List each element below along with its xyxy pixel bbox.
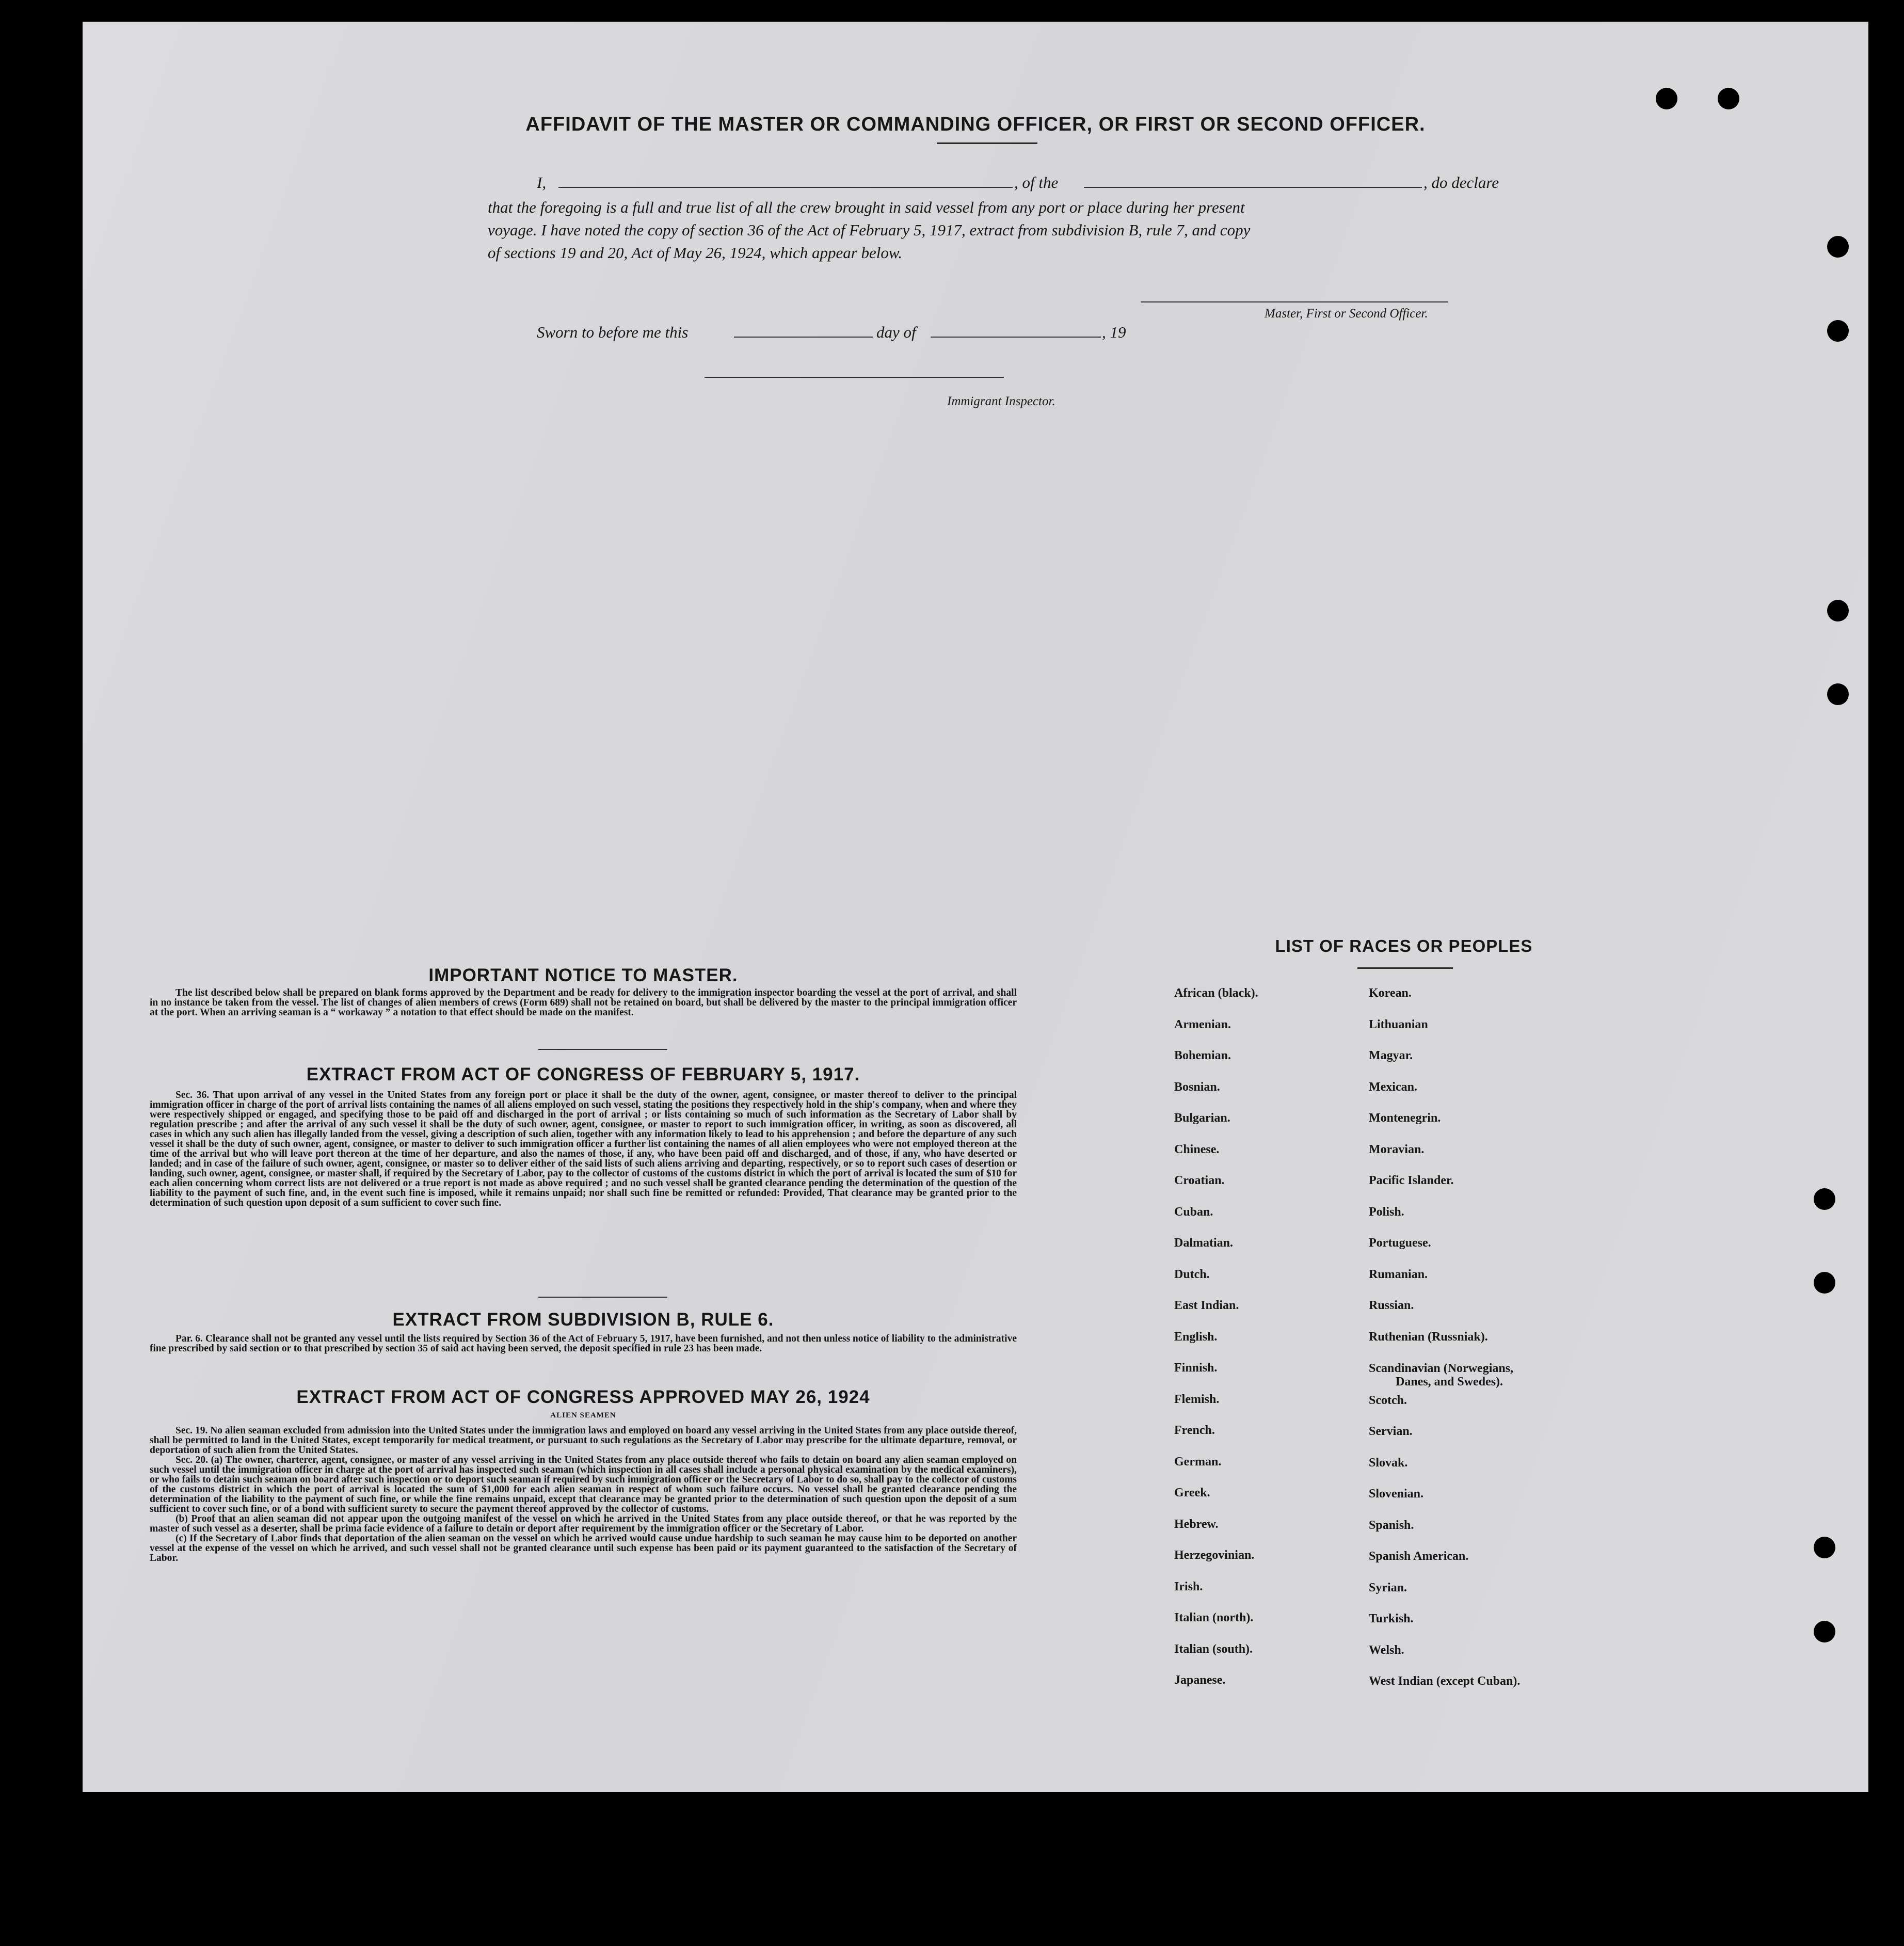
- race-item: Korean.: [1369, 986, 1412, 1000]
- punch-hole: [1656, 88, 1677, 109]
- extract-1924-body: [150, 1426, 1017, 1563]
- punch-hole: [1814, 1272, 1835, 1294]
- race-item: Cuban.: [1174, 1205, 1213, 1219]
- race-item: Spanish American.: [1369, 1550, 1469, 1563]
- notice-text: The list described below shall be prepared on blank forms approved by the Department and be ready for delivery to the immigration inspector boarding the vessel at the port of arrival, and shall in no instance be taken from the vessel. The list of changes of alien members of crews (Form 689) shall not be retained on board, but shall be delivered by the master to the principal immigration officer at the port. When an arriving seaman is a “ workaway ” a notation to that effect should be made on the manifest.: [150, 987, 1017, 1018]
- race-item: Slovak.: [1369, 1456, 1408, 1470]
- race-item: Herzegovinian.: [1174, 1549, 1255, 1562]
- race-item: Bohemian.: [1174, 1049, 1231, 1062]
- name-blank: [558, 187, 1013, 188]
- race-item: Rumanian.: [1369, 1267, 1428, 1281]
- race-item: Croatian.: [1174, 1174, 1225, 1187]
- sec20a-text: Sec. 20. (a) The owner, charterer, agent, consignee, or master of any vessel arriving in the United States from any place outside thereof who fails to detain on board any alien seaman employed on such vessel until the immigration officer in charge at the port of arrival has inspected such seaman (which inspection in all cases shall include a personal physical examination by the medical examiners), or who fails to detain such seaman on board after such inspection or to deport such seaman if required by such immigration officer or the Secretary of Labor to do so, shall pay to the collector of customs of the customs district in which the port of arrival is located the sum of $1,000 for each alien seaman in respect of whom such failure occurs. No vessel shall be granted clearance pending the determination of the liability to the payment of such fine, or while the fine remains unpaid, except that clearance may be granted prior to the determination of such question upon the deposit of a sum sufficient to cover such fine, or of a bond with sufficient surety to secure the payment thereof approved by the collector of customs.: [150, 1455, 1017, 1514]
- race-item: Irish.: [1174, 1580, 1203, 1593]
- sec20b-text: (b) Proof that an alien seaman did not appear upon the outgoing manifest of the vessel on which he arrived in the United States from any place outside thereof, or that he was reported by the master of such vessel as a deserter, shall be prima facie evidence of a failure to detain or deport after requirement by the immigration officer or the Secretary of Labor.: [150, 1513, 1017, 1534]
- affidavit-paragraph: [488, 196, 1582, 264]
- race-item: Chinese.: [1174, 1142, 1220, 1156]
- race-item: French.: [1174, 1424, 1215, 1437]
- inspector-signature-label: Immigrant Inspector.: [947, 394, 1055, 408]
- race-item: West Indian (except Cuban).: [1369, 1674, 1521, 1688]
- race-item: Slovenian.: [1369, 1487, 1424, 1501]
- race-item: Servian.: [1369, 1425, 1413, 1438]
- sec20c-text: (c) If the Secretary of Labor finds that deportation of the alien seaman on the vessel on which he arrived would cause undue hardship to such seaman he may cause him to be deported on another vessel at the expense of the vessel on which he arrived, and such vessel shall not be granted clearance until such expense has been paid or its payment guaranteed to the satisfaction of the Secretary of Labor.: [150, 1533, 1017, 1564]
- section-rule: [538, 1297, 667, 1298]
- title-rule: [937, 142, 1037, 144]
- punch-hole: [1814, 1188, 1835, 1210]
- punch-hole: [1827, 600, 1849, 621]
- extract-rule6-text: Par. 6. Clearance shall not be granted any vessel until the lists required by Section 36 of the Act of February 5, 1917, have been furnished, and not then unless notice of liability to the administrative fine prescribed by said section or to that prescribed by section 35 of said act having been served, the deposit specified in rule 23 has been made.: [150, 1333, 1017, 1354]
- race-item: Magyar.: [1369, 1049, 1413, 1062]
- extract-1917-text: Sec. 36. That upon arrival of any vessel in the United States from any foreign port or place it shall be the duty of the owner, agent, consignee, or master thereof to deliver to the principal immigration officer in charge of the port of arrival lists containing the names of all aliens employed on such vessel, stating the positions they respectively hold in the ship's company, when and where they were respectively shipped or engaged, and specifying those to be paid off and discharged in the port of arrival ; or lists containing so much of such information as the Secretary of Labor shall by regulation prescribe ; and after the arrival of any such vessel it shall be the duty of such owner, agent, consignee, or master to report to such immigration officer, in writing, as soon as discovered, all cases in which any such alien has illegally landed from the vessel, giving a description of such alien, together with any information likely to lead to his apprehension ; and before the departure of any such vessel it shall be the duty of such owner, agent, consignee, or master to deliver to such immigration officer a further list containing the names of all alien employees who were not employed thereon at the time of the arrival but who will leave port thereon at the time of her departure, and also the names of those, if any, who have been paid off and discharged, and of those, if any, who have deserted or landed; and in case of the failure of such owner, agent, consignee, or master so to deliver either of the said lists of such aliens arriving and departing, respectively, or so to report such cases of desertion or landing, such owner, agent, consignee, or master shall, if required by the Secretary of Labor, pay to the collector of customs of the customs district in which the port of arrival is located the sum of $10 for each alien concerning whom correct lists are not delivered or a true report is not made as above required ; and no such vessel shall be granted clearance pending the determination of the question of the liability to the payment of such fine, and, in the event such fine is imposed, while it remains unpaid; nor shall such fine be remitted or refunded: Provided, That clearance may be granted prior to the determination of such question upon deposit of a sum sufficient to cover such fine.: [150, 1090, 1017, 1208]
- race-item: Bosnian.: [1174, 1080, 1220, 1094]
- race-item: East Indian.: [1174, 1299, 1239, 1312]
- race-item: Armenian.: [1174, 1017, 1231, 1031]
- race-item: Turkish.: [1369, 1612, 1414, 1625]
- notice-body: [150, 988, 1017, 1017]
- race-item: Lithuanian: [1369, 1017, 1428, 1031]
- race-item: Pacific Islander.: [1369, 1174, 1454, 1187]
- race-item: Flemish.: [1174, 1392, 1220, 1406]
- race-item: Ruthenian (Russniak).: [1369, 1330, 1488, 1344]
- affidavit-do-declare: , do declare: [1423, 173, 1499, 192]
- race-item: Montenegrin.: [1369, 1111, 1441, 1125]
- race-item: Italian (north).: [1174, 1611, 1254, 1624]
- race-item: English.: [1174, 1330, 1218, 1344]
- sworn-month-blank: [931, 337, 1101, 338]
- extract-rule6-body: [150, 1334, 1017, 1353]
- extract-1917-body: [150, 1090, 1017, 1208]
- affidavit-title: AFFIDAVIT OF THE MASTER OR COMMANDING OFFICER, OR FIRST OR SECOND OFFICER.: [525, 114, 1426, 135]
- extract-1924-subtitle: ALIEN SEAMEN: [550, 1411, 616, 1419]
- extract-1924-title: EXTRACT FROM ACT OF CONGRESS APPROVED MAY 26, 1924: [296, 1387, 870, 1407]
- race-item: Syrian.: [1369, 1581, 1407, 1594]
- affidavit-line1: [537, 171, 1579, 195]
- race-item: Japanese.: [1174, 1673, 1226, 1687]
- race-item: Russian.: [1369, 1299, 1414, 1312]
- race-item: German.: [1174, 1455, 1222, 1469]
- race-item-scandinavian: [1369, 1361, 1520, 1393]
- sworn-day-of: day of: [876, 323, 916, 341]
- race-item: Spanish.: [1369, 1518, 1414, 1532]
- punch-hole: [1827, 320, 1849, 342]
- extract-1917-title: EXTRACT FROM ACT OF CONGRESS OF FEBRUARY 5, 1917.: [306, 1064, 860, 1084]
- punch-hole: [1814, 1537, 1835, 1558]
- master-signature-label: Master, First or Second Officer.: [1265, 307, 1428, 321]
- vessel-blank: [1084, 187, 1422, 188]
- punch-hole: [1827, 236, 1849, 258]
- races-title: LIST OF RACES OR PEOPLES: [1275, 936, 1533, 955]
- race-item: Bulgarian.: [1174, 1111, 1230, 1125]
- extract-rule6-title: EXTRACT FROM SUBDIVISION B, RULE 6.: [392, 1310, 774, 1330]
- races-rule: [1357, 967, 1453, 969]
- sworn-line: [537, 321, 1208, 345]
- race-item: Mexican.: [1369, 1080, 1417, 1094]
- races-column-2: [1369, 986, 1520, 1705]
- sworn-text: Sworn to before me this: [537, 323, 689, 341]
- race-item: Dutch.: [1174, 1267, 1210, 1281]
- notice-title: IMPORTANT NOTICE TO MASTER.: [428, 965, 738, 985]
- race-item: Welsh.: [1369, 1643, 1404, 1657]
- sworn-day-blank: [734, 337, 873, 338]
- race-item: African (black).: [1174, 986, 1258, 1000]
- races-column-1: [1174, 986, 1258, 1704]
- race-item: Scandinavian (Norwegians,: [1369, 1362, 1514, 1375]
- affidavit-para-line1: that the foregoing is a full and true list of all the crew brought in said vessel from any port or place during her present: [488, 198, 1245, 216]
- punch-hole: [1718, 88, 1739, 109]
- race-item: Portuguese.: [1369, 1236, 1431, 1250]
- affidavit-para-line3: of sections 19 and 20, Act of May 26, 1924, which appear below.: [488, 244, 903, 262]
- section-rule: [538, 1049, 667, 1050]
- affidavit-para-line2: voyage. I have noted the copy of section 36 of the Act of February 5, 1917, extract from subdivision B, rule 7, and copy: [488, 221, 1251, 239]
- race-item: Polish.: [1369, 1205, 1404, 1219]
- affidavit-of-the: , of the: [1014, 173, 1059, 192]
- race-item: Dalmatian.: [1174, 1236, 1233, 1250]
- punch-hole: [1814, 1621, 1835, 1642]
- race-item: Scotch.: [1369, 1393, 1407, 1407]
- race-item: Finnish.: [1174, 1361, 1218, 1375]
- inspector-signature-line: [705, 377, 1004, 378]
- punch-hole: [1827, 683, 1849, 705]
- race-item: Moravian.: [1369, 1142, 1425, 1156]
- sec19-text: Sec. 19. No alien seaman excluded from admission into the United States under the immigration laws and employed on board any vessel arriving in the United States from any place outside thereof, shall be permitted to land in the United States, except temporarily for medical treatment, or pursuant to such regulations as the Secretary of Labor may prescribe for the ultimate departure, removal, or deportation of such alien from the United States.: [150, 1425, 1017, 1456]
- race-item: Greek.: [1174, 1486, 1210, 1500]
- affidavit-i: I,: [537, 173, 547, 192]
- race-item: Italian (south).: [1174, 1642, 1253, 1656]
- sworn-year: , 19: [1102, 323, 1126, 341]
- race-item: Danes, and Swedes).: [1396, 1375, 1503, 1389]
- race-item: Hebrew.: [1174, 1517, 1219, 1531]
- master-signature-line: [1141, 301, 1448, 302]
- document-page: [83, 22, 1868, 1792]
